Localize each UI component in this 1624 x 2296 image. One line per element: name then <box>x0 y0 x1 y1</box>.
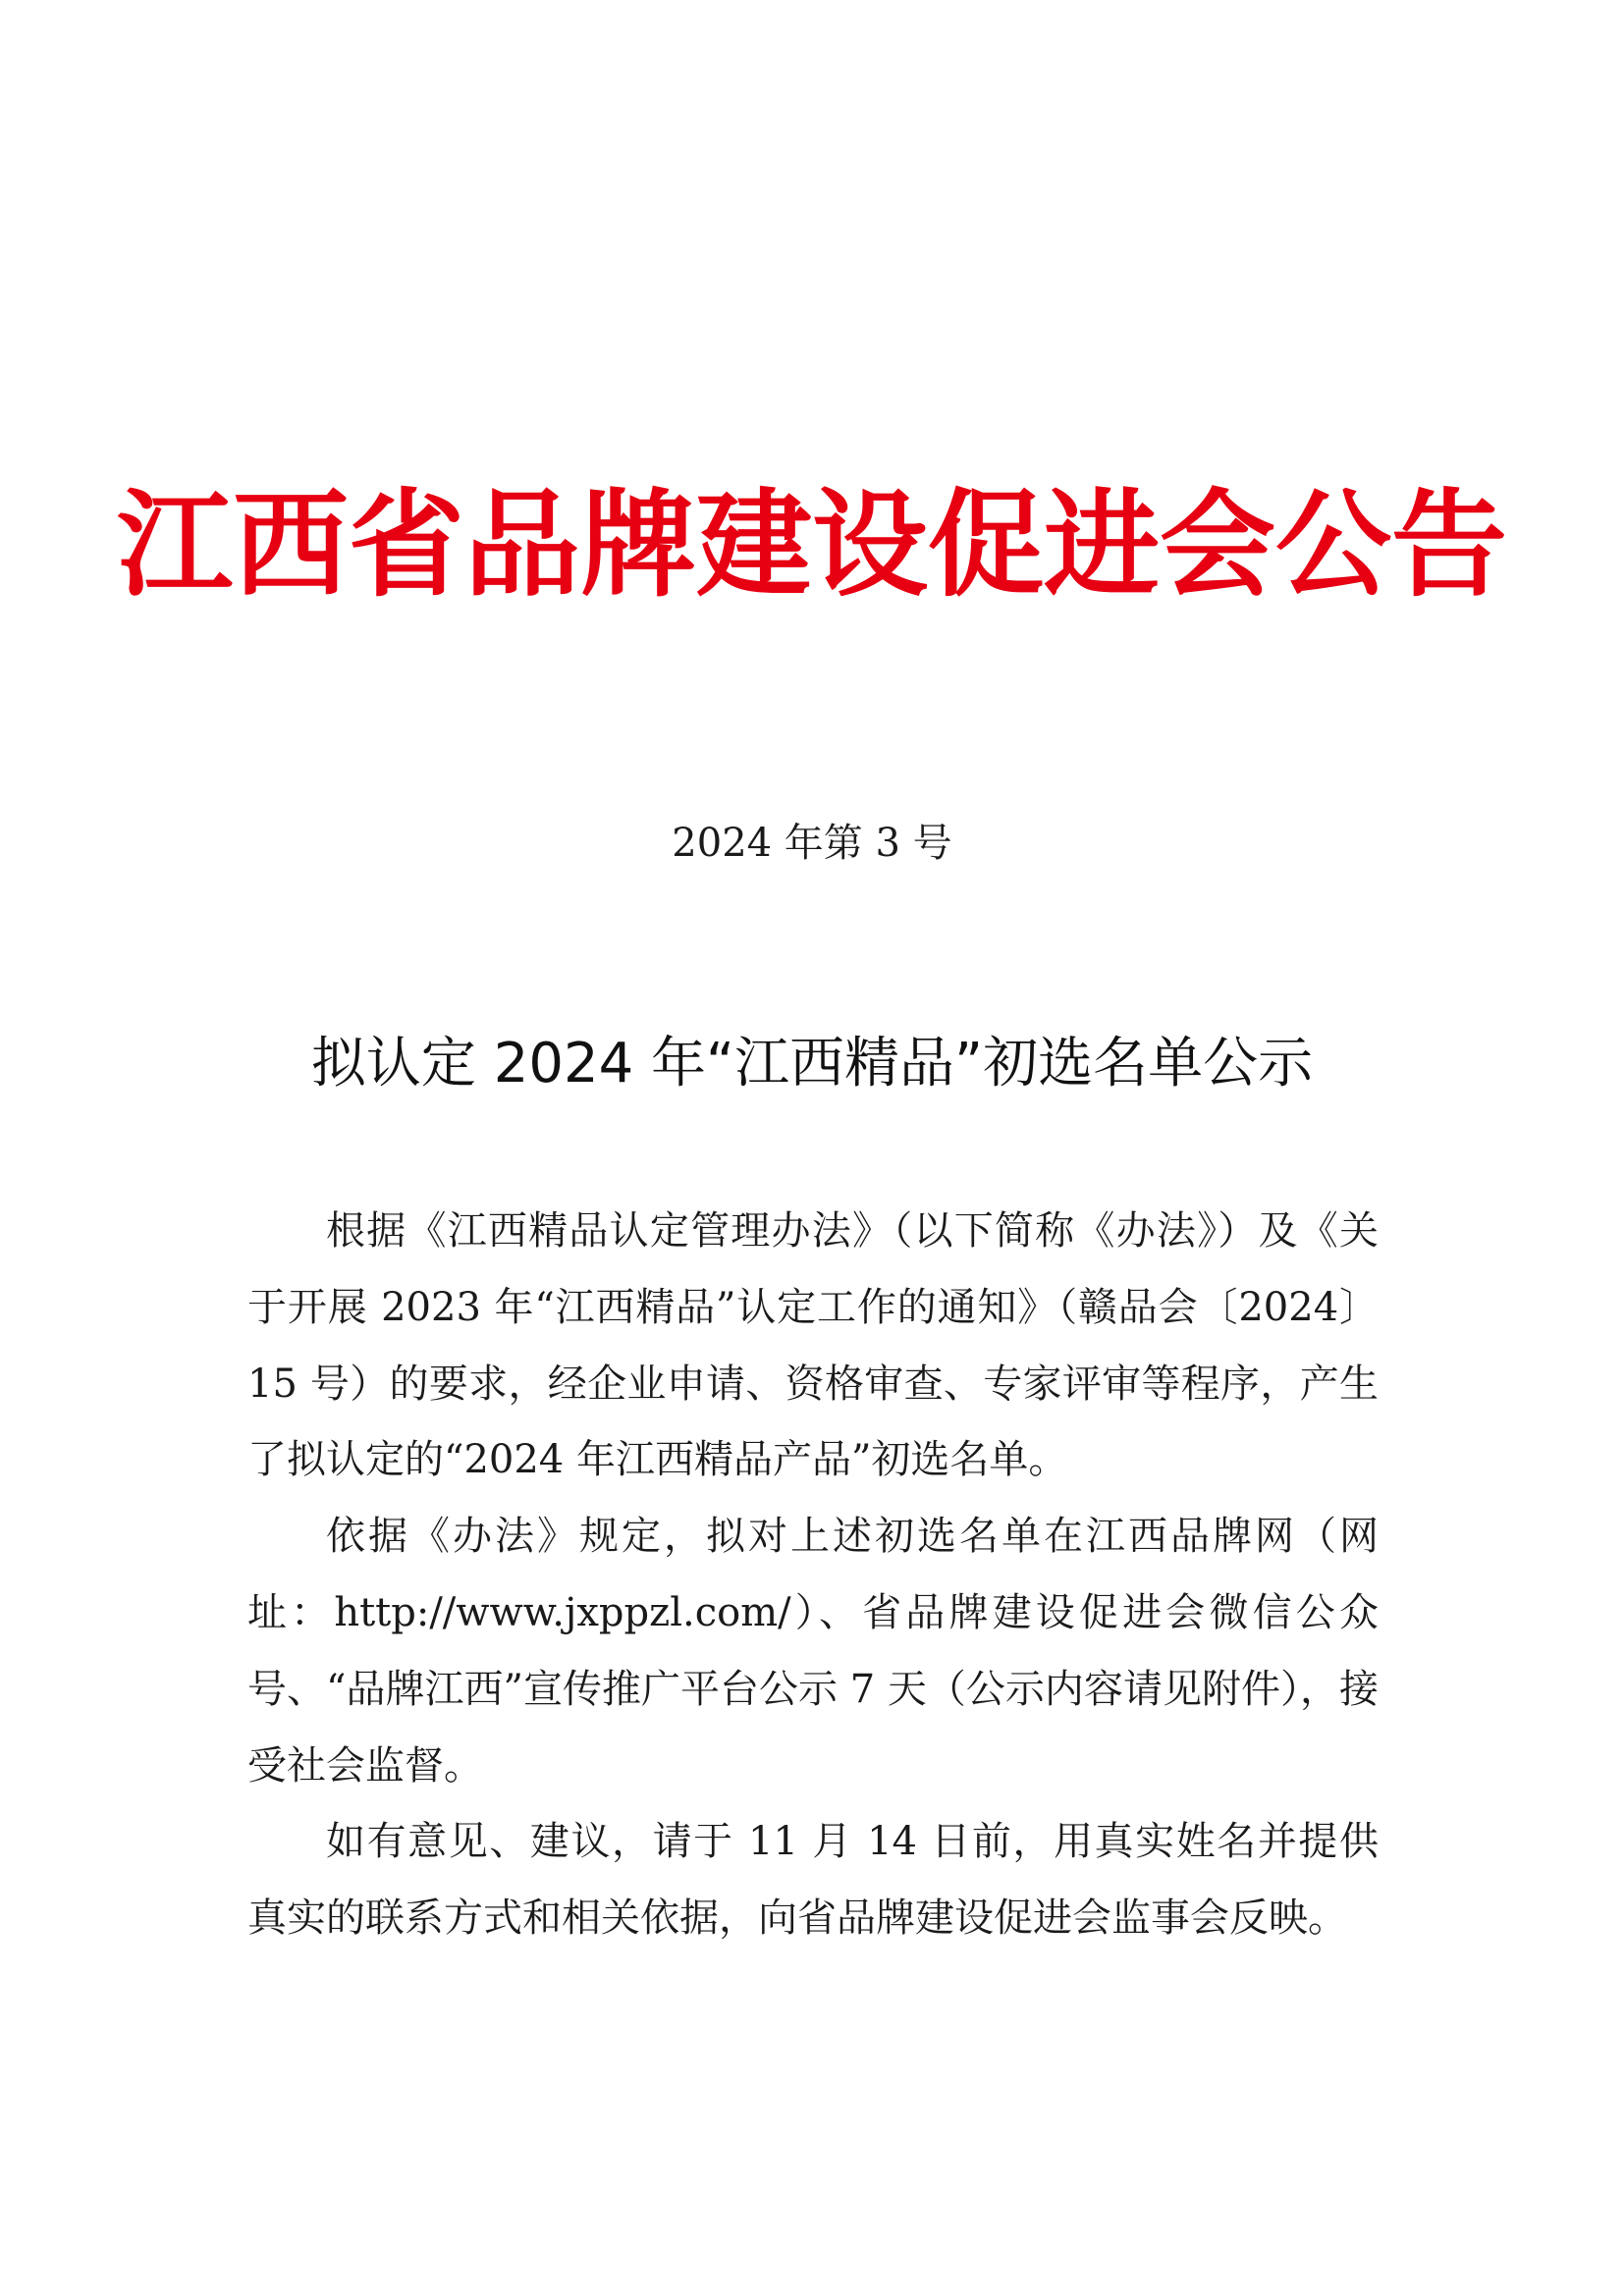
issuer-masthead: 江西省品牌建设促进会公告 <box>116 476 1507 613</box>
document-title: 拟认定 2024 年“江西精品”初选名单公示 <box>310 1032 1314 1095</box>
body-paragraph-1: 根据《江西精品认定管理办法》（以下简称《办法》）及《关于开展 2023 年“江西精品”认定工作的通知》（赣品会〔2024〕15 号）的要求，经企业申请、资格审查、专家评审等程序，产生了拟认定的“2024 年江西精品产品”初选名单。 <box>247 1208 1379 1483</box>
body-paragraph-3: 如有意见、建议，请于 11 月 14 日前，用真实姓名并提供真实的联系方式和相关依据，向省品牌建设促进会监事会反映。 <box>247 1819 1379 1942</box>
body-paragraph-2: 依据《办法》规定，拟对上述初选名单在江西品牌网（网址：http://www.jxppzl.com/）、省品牌建设促进会微信公众号、“品牌江西”宣传推广平台公示 7 天（公示内容请见附件），接受社会监督。 <box>247 1514 1379 1789</box>
document-number: 2024 年第 3 号 <box>672 821 952 866</box>
document-body <box>247 1194 1379 1957</box>
